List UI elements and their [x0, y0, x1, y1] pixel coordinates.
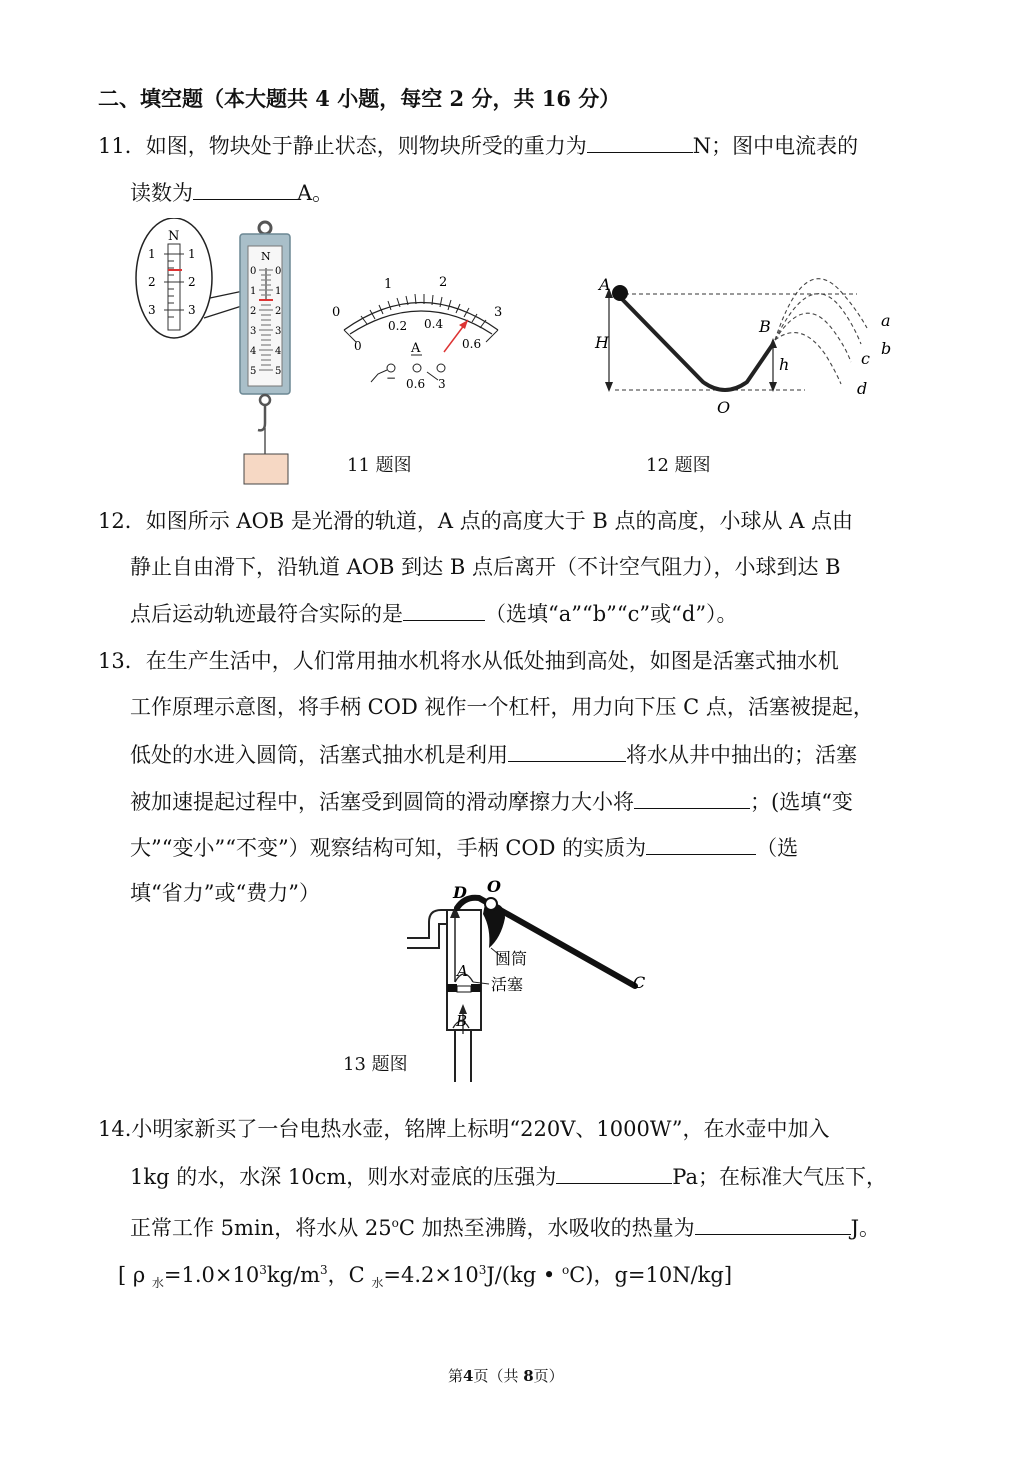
q14-blank-heat[interactable]: [695, 1212, 851, 1235]
svg-text:活塞: 活塞: [491, 975, 524, 994]
q12-line1: 12．如图所示 AOB 是光滑的轨道，A 点的高度大于 B 点的高度，小球从 A 点由: [98, 509, 854, 533]
svg-text:d: d: [857, 379, 868, 398]
svg-text:a: a: [881, 311, 891, 330]
ammeter-figure: [326, 270, 516, 400]
svg-text:3: 3: [275, 326, 282, 337]
svg-text:c: c: [861, 349, 870, 368]
svg-text:A: A: [599, 275, 611, 294]
svg-text:0: 0: [250, 266, 257, 277]
q13-line6: 填“省力”或“费力”）: [130, 881, 320, 905]
q13-blank-principle[interactable]: [508, 739, 626, 762]
q13-line4: 被加速提起过程中，活塞受到圆筒的滑动摩擦力大小将 ；(选填“变: [130, 786, 853, 817]
q12-blank-trajectory[interactable]: [403, 598, 485, 621]
q12-number: 12．: [98, 509, 146, 533]
q13-blank-friction[interactable]: [634, 786, 750, 809]
svg-text:O: O: [487, 878, 501, 896]
q11-number: 11．: [98, 134, 146, 158]
q12-line3: 点后运动轨迹最符合实际的是 （选填“a”“b”“c”或“d”）。: [130, 598, 738, 629]
svg-text:H: H: [595, 333, 609, 352]
svg-text:1: 1: [275, 286, 282, 297]
svg-text:0: 0: [354, 339, 362, 353]
svg-text:N: N: [168, 229, 180, 244]
q11-line1: 11．如图，物块处于静止状态，则物块所受的重力为 N；图中电流表的: [98, 130, 858, 161]
q11-line2: 读数为 A。: [130, 177, 333, 208]
q13-line3: 低处的水进入圆筒，活塞式抽水机是利用 将水从井中抽出的；活塞: [130, 739, 857, 770]
svg-text:0: 0: [332, 305, 341, 320]
svg-text:4: 4: [275, 346, 282, 357]
svg-text:h: h: [779, 355, 790, 374]
svg-text:4: 4: [250, 346, 257, 357]
svg-text:圆筒: 圆筒: [495, 949, 528, 968]
svg-text:3: 3: [148, 303, 156, 317]
q13-caption: 13 题图: [343, 1054, 408, 1075]
pump-figure: [395, 878, 655, 1084]
svg-text:B: B: [759, 317, 771, 336]
svg-text:−: −: [386, 371, 397, 385]
q13-line5: 大”“变小”“不变”）观察结构可知，手柄 COD 的实质为 （选: [130, 832, 798, 863]
svg-text:1: 1: [188, 247, 196, 261]
svg-text:N: N: [261, 250, 271, 263]
q12-line2: 静止自由滑下，沿轨道 AOB 到达 B 点后离开（不计空气阻力），小球到达 B: [130, 555, 841, 579]
svg-text:1: 1: [148, 247, 156, 261]
svg-text:b: b: [881, 339, 892, 358]
svg-text:3: 3: [494, 305, 503, 320]
q12-caption: 12 题图: [646, 455, 711, 476]
svg-text:0.6: 0.6: [462, 337, 482, 351]
svg-text:C: C: [633, 973, 646, 992]
svg-text:D: D: [453, 883, 467, 902]
svg-text:A: A: [457, 962, 468, 980]
svg-text:0.2: 0.2: [388, 319, 408, 333]
svg-text:5: 5: [275, 366, 282, 377]
q11-blank-current[interactable]: [193, 177, 297, 200]
svg-text:2: 2: [148, 275, 156, 289]
track-figure: [585, 258, 905, 418]
svg-text:3: 3: [250, 326, 257, 337]
svg-text:2: 2: [250, 306, 257, 317]
q14-blank-pressure[interactable]: [556, 1161, 672, 1184]
svg-text:3: 3: [188, 303, 196, 317]
svg-text:B: B: [456, 1012, 468, 1030]
svg-text:2: 2: [439, 275, 448, 290]
q14-line3: 正常工作 5min，将水从 25$^o$C 加热至沸腾，水吸收的热量为 J。: [130, 1208, 880, 1243]
q14-line1: 14.小明家新买了一台电热水壶，铭牌上标明“220V、1000W”，在水壶中加入: [98, 1117, 830, 1141]
svg-text:0.4: 0.4: [424, 317, 444, 331]
svg-text:1: 1: [250, 286, 257, 297]
svg-text:O: O: [717, 398, 731, 417]
q14-line2: 1kg 的水，水深 10cm，则水对壶底的压强为 Pa；在标准大气压下，: [130, 1161, 887, 1192]
q14-number: 14.: [98, 1117, 132, 1141]
q13-line2: 工作原理示意图，将手柄 COD 视作一个杠杆，用力向下压 C 点，活塞被提起，: [130, 695, 874, 719]
svg-text:0: 0: [275, 266, 282, 277]
svg-text:1: 1: [384, 277, 393, 292]
section-heading: 二、填空题（本大题共 4 小题，每空 2 分，共 16 分）: [98, 86, 621, 111]
spring-scale-figure: [130, 218, 310, 488]
svg-text:2: 2: [275, 306, 282, 317]
svg-text:A: A: [411, 341, 421, 356]
q11-blank-gravity[interactable]: [587, 130, 693, 153]
q11-caption: 11 题图: [347, 455, 412, 476]
page-footer: 第4页（共 8页）: [448, 1367, 564, 1385]
q13-line1: 13．在生产生活中，人们常用抽水机将水从低处抽到高处，如图是活塞式抽水机: [98, 649, 839, 673]
svg-text:2: 2: [188, 275, 196, 289]
q13-number: 13．: [98, 649, 146, 673]
svg-text:5: 5: [250, 366, 257, 377]
q13-blank-lever[interactable]: [646, 832, 756, 855]
svg-text:0.6: 0.6: [406, 377, 426, 391]
q14-formula: [ ρ $_水=1.0\times 10^3kg/m^3$，C $_水=4.2\times 10^3J/(kg$ • $^o$C)，g=10N/kg]: [118, 1263, 733, 1291]
svg-text:3: 3: [438, 377, 446, 391]
